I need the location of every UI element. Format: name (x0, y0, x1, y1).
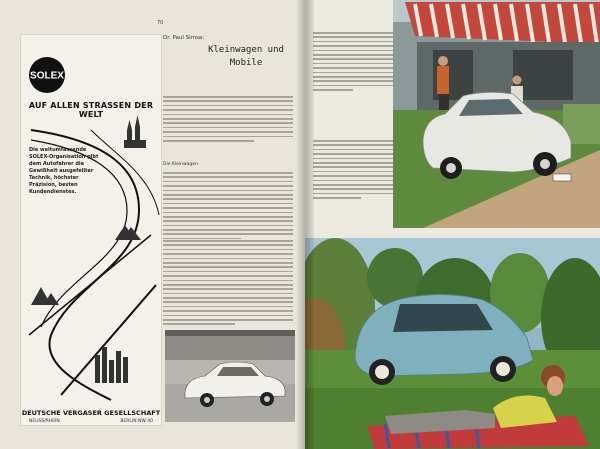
article-author: Dr. Paul Simsa: (163, 35, 205, 41)
right-page (305, 0, 600, 449)
article-text-block-2 (163, 172, 293, 242)
car-photo-park (305, 238, 600, 449)
ad-city-left: NEUSS/RHEIN (29, 419, 60, 424)
right-text-block-2 (313, 140, 393, 201)
car-photo-bw (165, 330, 295, 422)
ad-slogan: AUF ALLEN STRASSEN DER WELT (28, 101, 154, 119)
ad-city-right: BERLIN NW 40 (120, 419, 153, 424)
white-car-illustration (165, 330, 295, 422)
right-text-block-1 (313, 32, 393, 93)
article-text-block-1 (163, 96, 293, 144)
car-photo-house (393, 0, 600, 228)
page-number: 70 (157, 20, 164, 26)
article-subheading: Die Kleinwagen (163, 162, 198, 167)
page-gutter-shadow (296, 0, 314, 449)
house-car-illustration (393, 0, 600, 228)
solex-logo: SOLEX (30, 70, 64, 82)
article-title: Kleinwagen und Mobile (208, 45, 284, 68)
article-text-block-3 (163, 240, 293, 328)
ad-copy: Die weltumfassende SOLEX-Organisation gibt dem Autofahrer die Gewißheit ausgefeilter Technik, höchster Präzision, besten Kundendienstes. (29, 147, 99, 195)
park-car-illustration (305, 238, 600, 449)
ad-illustration (21, 35, 161, 425)
ad-company-name: DEUTSCHE VERGASER GESELLSCHAFT (21, 409, 161, 417)
solex-advertisement (20, 34, 162, 426)
